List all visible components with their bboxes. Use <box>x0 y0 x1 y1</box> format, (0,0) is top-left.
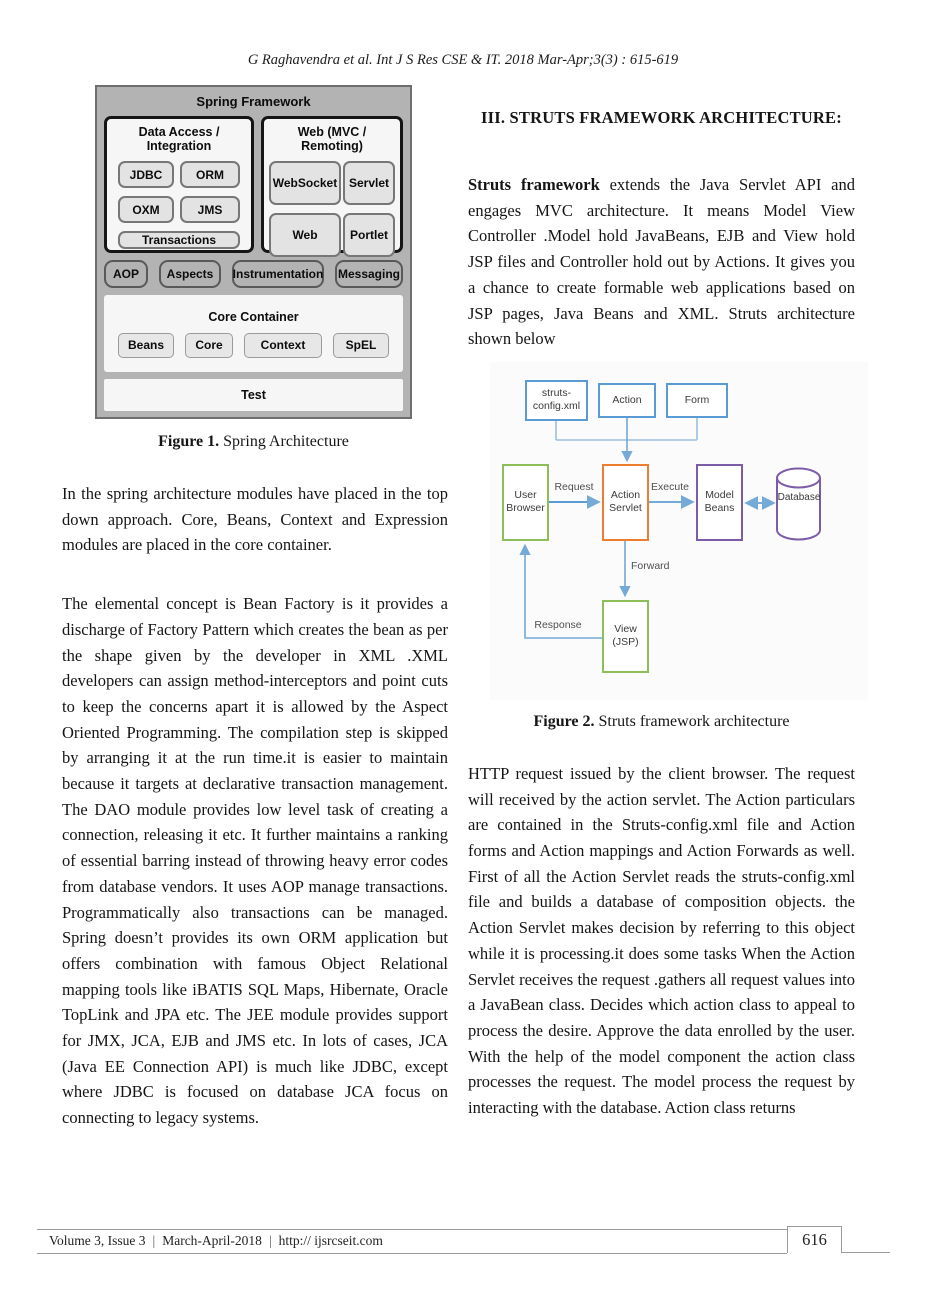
figure2-caption-text: Struts framework architecture <box>594 712 790 730</box>
fig2-node-view-jsp: View (JSP) <box>602 600 649 673</box>
fig1-chip-websocket: WebSocket <box>269 161 341 205</box>
fig1-data-access-title: Data Access / Integration <box>138 125 220 153</box>
fig1-core-title: Core Container <box>208 309 299 324</box>
fig2-node-database: Database <box>777 491 821 503</box>
fig2-label-response: Response <box>534 618 582 631</box>
page-footer <box>37 1229 787 1254</box>
fig1-chip-orm: ORM <box>180 161 240 188</box>
fig1-test-box: Test <box>104 379 403 411</box>
struts-paragraph-1-rest: extends the Java Servlet API and engages MVC architecture. It means Model View Controller .Model hold JavaBeans, EJB and View hold JSP files and Controller hold out by Actions. It gives you a chance to create formable web applications based on JSP pages, Java Beans and XML. Struts architecture shown below <box>468 175 855 349</box>
fig1-chip-jdbc: JDBC <box>118 161 174 188</box>
left-paragraph-1: In the spring architecture modules have placed in the top down approach. Core, Beans, Context and Expression modules are placed in the core container. <box>62 484 448 555</box>
fig2-node-model-beans: Model Beans <box>696 464 743 541</box>
page-number: 616 <box>787 1226 842 1253</box>
footer-url: http:// ijsrcseit.com <box>278 1233 383 1248</box>
fig1-row <box>112 196 246 223</box>
struts-paragraph-1 <box>468 172 855 352</box>
fig1-chip-portlet: Portlet <box>343 213 395 257</box>
footer-separator: | <box>152 1233 156 1248</box>
fig2-node-user-browser: User Browser <box>502 464 549 541</box>
fig1-chip-messaging: Messaging <box>335 260 403 288</box>
fig1-web-title: Web (MVC / Remoting) <box>297 125 367 153</box>
fig1-chip-core: Core <box>185 333 233 358</box>
fig1-row <box>269 213 395 257</box>
journal-header: G Raghavendra et al. Int J S Res CSE & IT. 2018 Mar-Apr;3(3) : 615-619 <box>247 52 679 68</box>
fig1-chip-jms: JMS <box>180 196 240 223</box>
fig1-chip-context: Context <box>244 333 322 358</box>
struts-section-heading: III. STRUTS FRAMEWORK ARCHITECTURE: <box>481 108 842 127</box>
fig2-node-form: Form <box>666 383 728 418</box>
fig1-top-sections <box>104 116 403 253</box>
fig2-label-execute: Execute <box>651 480 689 493</box>
figure2-struts-diagram <box>490 362 868 700</box>
fig1-row <box>112 161 246 188</box>
right-column <box>468 108 855 1121</box>
fig1-section-web <box>261 116 403 253</box>
figure1-caption <box>95 433 412 451</box>
figure1-caption-text: Spring Architecture <box>219 433 349 450</box>
fig2-node-action: Action <box>598 383 656 418</box>
figure2-caption <box>468 713 855 731</box>
left-column <box>62 85 448 1131</box>
footer-rule-tail <box>842 1252 890 1253</box>
fig1-section-data-access <box>104 116 254 253</box>
fig1-chip-transactions: Transactions <box>118 231 240 249</box>
fig1-chip-instrumentation: Instrumentation <box>232 260 324 288</box>
figure1-caption-label: Figure 1. <box>158 433 220 450</box>
footer-date: March-April-2018 <box>162 1233 262 1248</box>
figure2-caption-label: Figure 2. <box>533 712 595 730</box>
fig1-middle-row <box>104 260 403 288</box>
left-paragraph-2: The elemental concept is Bean Factory is it provides a discharge of Factory Pattern which creates the bean as per the shape given by the developer in XML .XML developers can assign method-interceptors and point cuts to keep the concerns apart it is allowed by the Aspect Oriented Programming. The compilation step is skipped by arranging it at the run time.it is easier to maintain because it targets at declarative transaction management. The DAO module provides low level task of creating a connection, releasing it etc. It further maintains a ranking of essential barring instead of throwing heavy error codes from database vendors. It uses AOP manage transactions. Programmatically also transactions can be managed. Spring doesn’t provides its own ORM application but offers combination with famous Object Relational mapping tools like iBATIS SQL Maps, Hibernate, Oracle TopLink and JPA etc. The JEE module provides support for JMX, JCA, EJB and JMS etc. In lots of cases, JCA (Java EE Connection API) is much like JDBC, except where JDBC is focused on database JCA focus on connecting to legacy systems. <box>62 594 448 1128</box>
fig1-chip-beans: Beans <box>118 333 174 358</box>
fig1-chip-web: Web <box>269 213 341 257</box>
figure1-spring-framework-diagram <box>95 85 412 419</box>
fig1-core-row <box>118 333 389 358</box>
footer-volume: Volume 3, Issue 3 <box>49 1233 146 1248</box>
fig1-chip-aop: AOP <box>104 260 148 288</box>
fig1-title: Spring Framework <box>196 94 311 109</box>
fig1-chip-spel: SpEL <box>333 333 389 358</box>
footer-separator: | <box>268 1233 272 1248</box>
fig1-chip-oxm: OXM <box>118 196 174 223</box>
fig2-label-request: Request <box>554 480 594 493</box>
fig2-label-forward: Forward <box>631 559 670 572</box>
fig1-core-container <box>104 295 403 372</box>
fig1-row <box>269 161 395 205</box>
fig1-chip-aspects: Aspects <box>159 260 221 288</box>
fig2-node-struts-config: struts-config.xml <box>525 380 588 421</box>
fig1-chip-servlet: Servlet <box>343 161 395 205</box>
fig2-node-action-servlet: Action Servlet <box>602 464 649 541</box>
struts-framework-lead: Struts framework <box>468 175 600 194</box>
struts-paragraph-2: HTTP request issued by the client browser. The request will received by the action servlet. The Action particulars are contained in the Struts-config.xml file and Action forms and Action mappings and Action Forwards as well. First of all the Action Servlet reads the struts-config.xml file and builds a database of composition objects. the Action Servlet makes decision by referring to this object while it is processing.it does some tasks When the Action Servlet receives the request .gathers all request values into a JavaBean class. Decides which action class to appeal to process the desire. Approve the data enrolled by the user. With the help of the model component the action class processes the request. The model process the request by interacting with the database. Action class returns <box>468 763 855 1118</box>
